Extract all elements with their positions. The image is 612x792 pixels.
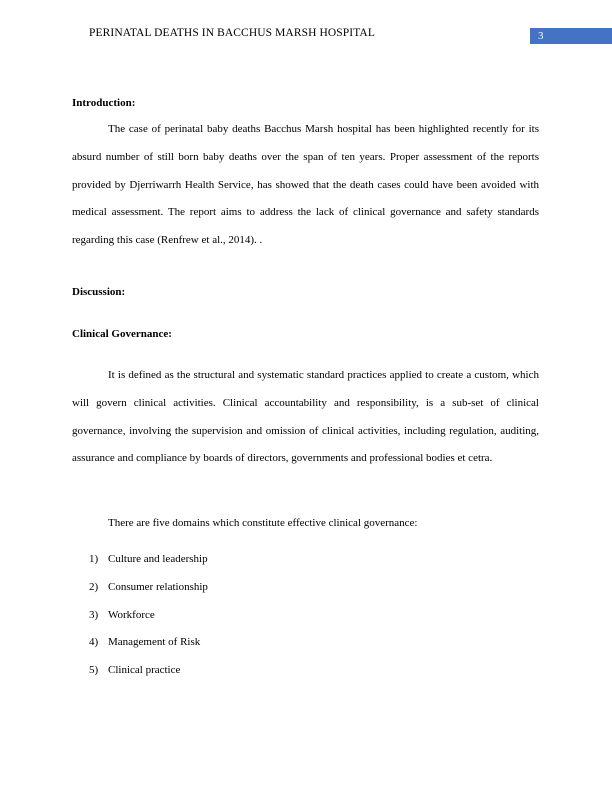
list-number: 4) xyxy=(89,636,99,649)
page-number: 3 xyxy=(538,30,544,42)
page-number-box xyxy=(530,28,612,44)
domains-list xyxy=(89,553,208,692)
list-item xyxy=(89,664,208,692)
introduction-paragraph: The case of perinatal baby deaths Bacchus Marsh hospital has been highlighted recently for its absurd number of still born baby deaths over the span of ten years. Proper assessment of the reports provided by Djerriwarrh Health Service, has showed that the death cases could have been avoided with medical assessment. The report aims to address the lack of clinical governance and safety standards regarding this case (Renfrew et al., 2014). . xyxy=(72,123,539,247)
list-item xyxy=(89,581,208,609)
discussion-heading: Discussion: xyxy=(72,286,126,298)
list-number: 1) xyxy=(89,553,99,565)
clinical-governance-heading: Clinical Governance: xyxy=(72,328,172,340)
list-text: Consumer relationship xyxy=(108,580,208,593)
running-head: PERINATAL DEATHS IN BACCHUS MARSH HOSPITAL xyxy=(89,27,375,39)
list-item xyxy=(89,609,208,637)
list-text: Management of Risk xyxy=(108,636,201,649)
clinical-governance-paragraph: It is defined as the structural and systematic standard practices applied to create a custom, which will govern clinical activities. Clinical accountability and responsibility, is a sub-set of clinical governance, involving the supervision and omission of clinical activities, including regulation, auditing, assurance and compliance by boards of directors, governments and professional bodies et cetra. xyxy=(72,369,539,465)
list-text: Culture and leadership xyxy=(108,553,208,565)
list-number: 2) xyxy=(89,580,99,593)
list-text: Clinical practice xyxy=(108,664,181,677)
list-number: 3) xyxy=(89,608,99,621)
list-number: 5) xyxy=(89,664,99,677)
introduction-heading: Introduction: xyxy=(72,97,136,109)
domains-intro: There are five domains which constitute effective clinical governance: xyxy=(108,517,418,529)
list-item xyxy=(89,636,208,664)
list-item xyxy=(89,553,208,581)
list-text: Workforce xyxy=(108,608,155,621)
